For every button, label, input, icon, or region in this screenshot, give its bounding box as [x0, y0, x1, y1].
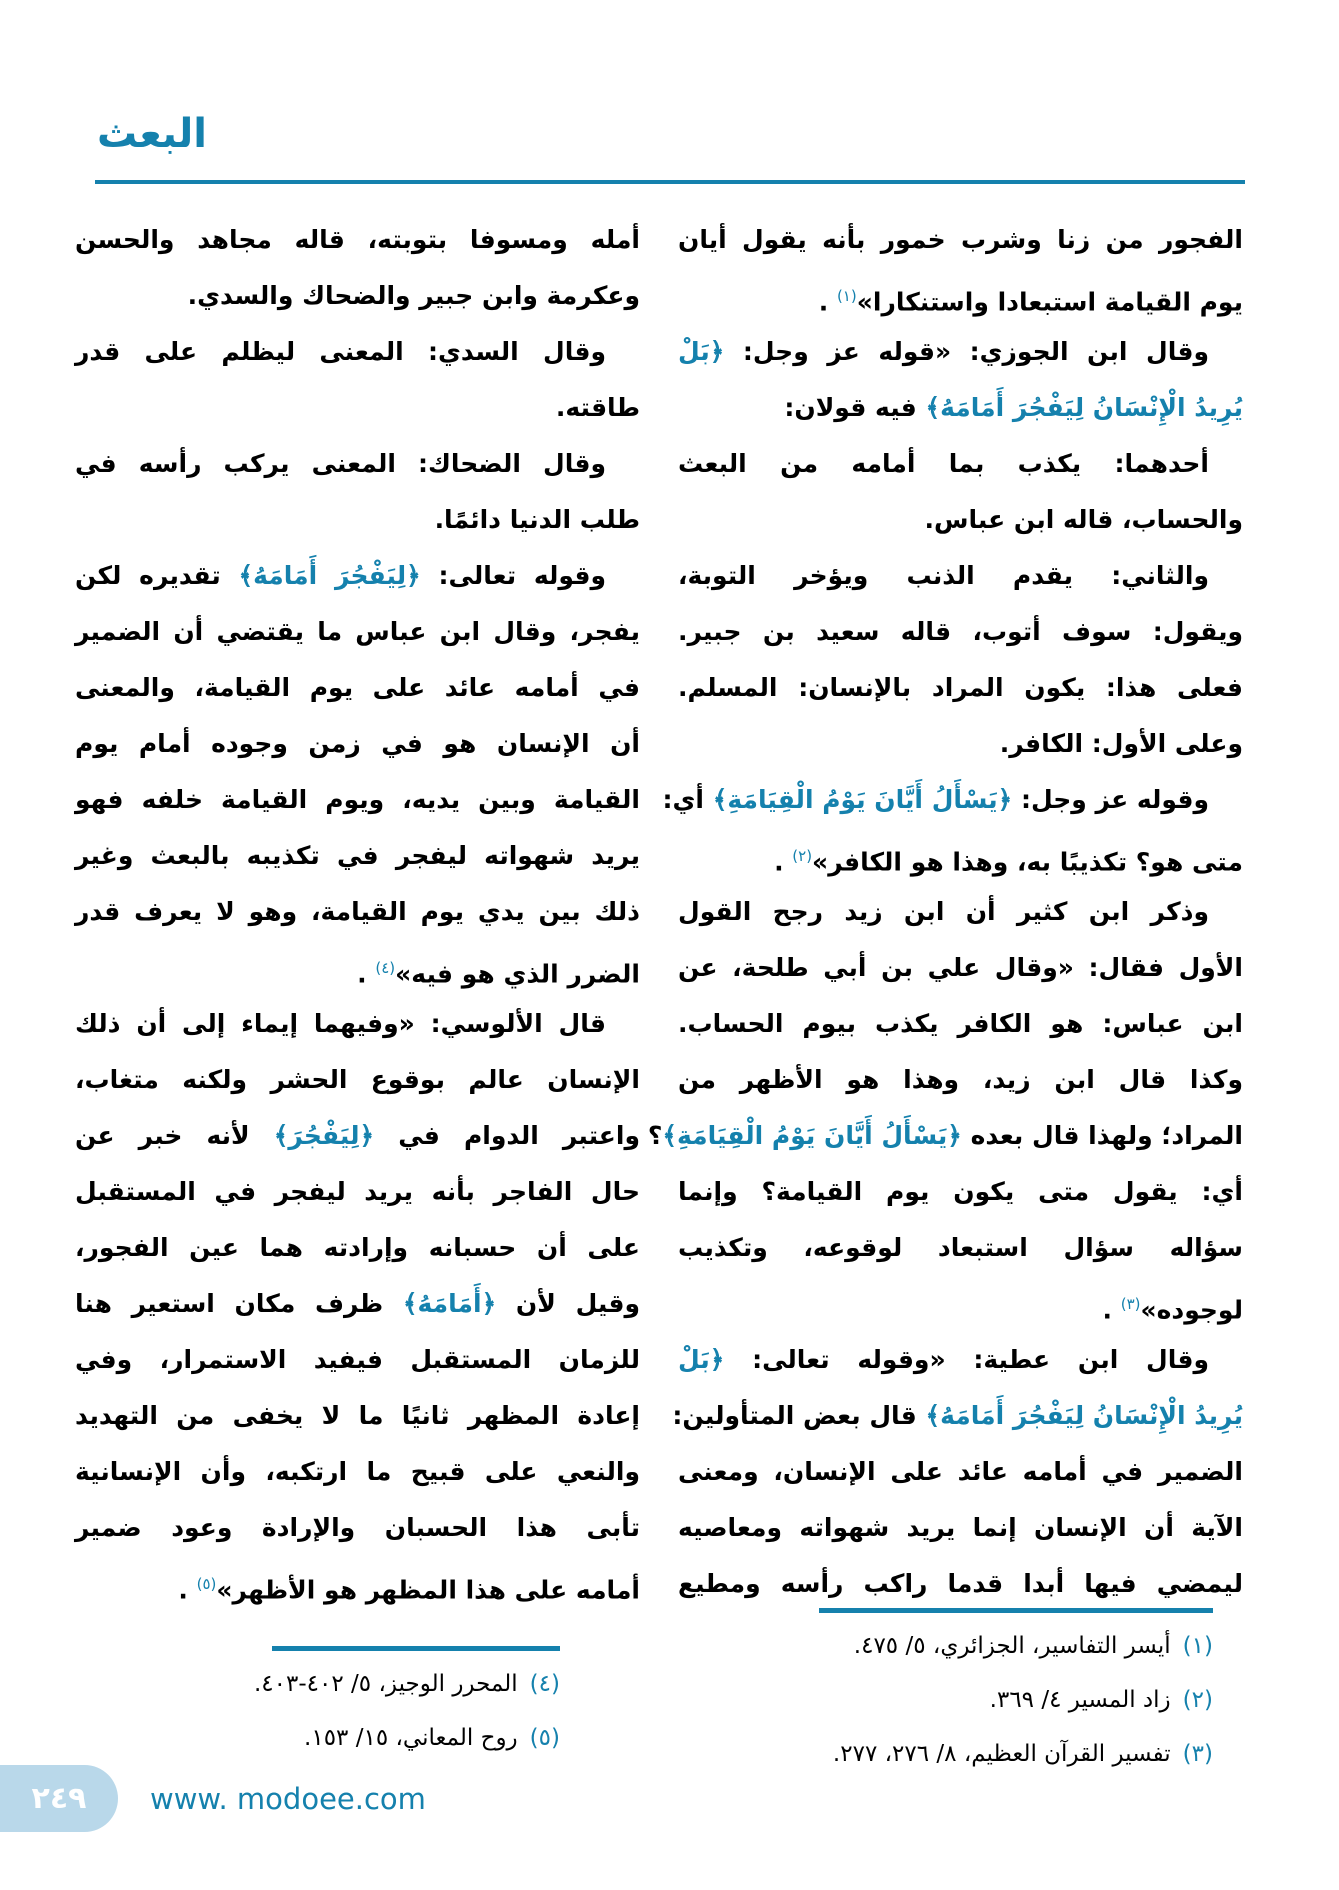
text-line — [75, 1500, 640, 1556]
quran-verse: ﴿لِيَفْجُرَ أَمَامَهُ﴾ — [238, 561, 421, 590]
quran-verse: ﴿بَلْ — [678, 337, 725, 366]
body-text: فيه قولان: — [784, 393, 926, 422]
body-text: أحدهما: يكذب بما أمامه من البعث — [678, 449, 1209, 478]
footnote — [60, 1657, 560, 1711]
text-line — [75, 212, 640, 268]
text-line — [75, 492, 640, 548]
body-text: تأبى هذا الحسبان والإرادة وعود ضمير — [75, 1513, 640, 1542]
text-line — [647, 1108, 1243, 1164]
body-text: الإنسان عالم بوقوع الحشر ولكنه متغاب، — [75, 1065, 640, 1094]
footnote — [60, 1711, 560, 1765]
text-line — [75, 324, 640, 380]
text-line — [662, 772, 1243, 828]
text-line — [678, 716, 1243, 772]
body-text: للزمان المستقبل فيفيد الاستمرار، وفي — [75, 1345, 640, 1374]
footnote-text: زاد المسير ٤/ ٣٦٩. — [989, 1687, 1171, 1713]
body-text: المراد؛ ولهذا قال بعده — [961, 1121, 1243, 1150]
header-rule — [95, 180, 1245, 184]
body-text: الفجور من زنا وشرب خمور بأنه يقول أيان — [678, 225, 1243, 254]
column-left — [75, 212, 640, 1612]
body-text: حال الفاجر بأنه يريد ليفجر في المستقبل — [75, 1177, 640, 1206]
text-line — [678, 1556, 1243, 1612]
body-text: والنعي على قبيح ما ارتكبه، وأن الإنسانية — [75, 1457, 640, 1486]
body-text: سؤاله سؤال استبعاد لوقوعه، وتكذيب — [678, 1233, 1243, 1262]
column-right — [647, 212, 1243, 1612]
footnote-text: تفسير القرآن العظيم، ٨/ ٢٧٦، ٢٧٧. — [832, 1741, 1171, 1767]
text-line — [75, 884, 640, 940]
text-line — [678, 436, 1243, 492]
quran-verse: ﴿يَسْأَلُ أَيَّانَ يَوْمُ الْقِيَامَةِ﴾ — [712, 785, 1013, 814]
text-line — [75, 1052, 640, 1108]
body-text: طلب الدنيا دائمًا. — [434, 505, 640, 534]
text-line — [75, 1388, 640, 1444]
text-line — [678, 1332, 1243, 1388]
body-text: . — [178, 1575, 197, 1605]
text-line — [75, 548, 640, 604]
body-text: واعتبر الدوام في — [374, 1121, 640, 1150]
body-text: الأول فقال: «وقال علي بن أبي طلحة، عن — [678, 953, 1243, 982]
text-line — [75, 1556, 640, 1612]
quran-verse: يُرِيدُ الْإِنْسَانُ لِيَفْجُرَ أَمَامَهُ﴾ — [925, 1401, 1243, 1430]
text-line — [75, 828, 640, 884]
footnote-marker: (٥) — [196, 1575, 217, 1593]
text-line — [678, 380, 1243, 436]
body-text: وقال ابن عطية: «وقوله تعالى: — [724, 1345, 1209, 1374]
footnote-text: روح المعاني، ١٥/ ١٥٣. — [304, 1725, 518, 1751]
text-line — [678, 1444, 1243, 1500]
body-text: متى هو؟ تكذيبًا به، وهذا هو الكافر» — [812, 847, 1243, 877]
quran-verse: ﴿يَسْأَلُ أَيَّانَ يَوْمُ الْقِيَامَةِ﴾ — [662, 1121, 962, 1150]
body-text: الآية أن الإنسان إنما يريد شهواته ومعاصيه — [678, 1513, 1243, 1542]
text-line — [75, 660, 640, 716]
footnote-marker: (٣) — [1120, 1295, 1141, 1313]
footnote — [713, 1727, 1213, 1781]
text-line — [678, 1276, 1243, 1332]
page-number-tab — [0, 1765, 118, 1832]
body-text: القيامة وبين يديه، ويوم القيامة خلفه فهو — [75, 785, 640, 814]
body-text: ذلك بين يدي يوم القيامة، وهو لا يعرف قدر — [75, 897, 640, 926]
quran-verse: يُرِيدُ الْإِنْسَانُ لِيَفْجُرَ أَمَامَهُ﴾ — [925, 393, 1243, 422]
text-line — [678, 940, 1243, 996]
text-line — [678, 1500, 1243, 1556]
text-line — [678, 1052, 1243, 1108]
body-text: لوجوده» — [1140, 1295, 1243, 1325]
text-line — [75, 1332, 640, 1388]
body-text: يريد شهواته ليفجر في تكذيبه بالبعث وغير — [75, 841, 640, 870]
body-text: وقيل لأن — [496, 1289, 640, 1318]
text-line — [75, 1108, 640, 1164]
body-text: . — [818, 287, 837, 317]
body-text: أي: يقول متى يكون يوم القيامة؟ وإنما — [678, 1177, 1243, 1206]
body-text: يفجر، وقال ابن عباس ما يقتضي أن الضمير — [75, 617, 640, 646]
website-text: www. modoee.com — [150, 1782, 426, 1816]
text-line — [672, 1388, 1243, 1444]
text-line — [75, 996, 640, 1052]
footnotes-right — [713, 1608, 1213, 1781]
text-line — [75, 716, 640, 772]
body-text: يوم القيامة استبعادا واستنكارا» — [856, 287, 1243, 317]
text-line — [678, 324, 1243, 380]
text-line — [678, 212, 1243, 268]
text-line — [678, 996, 1243, 1052]
body-text: والحساب، قاله ابن عباس. — [924, 505, 1243, 534]
footnote-separator — [272, 1646, 560, 1651]
body-text: وقوله تعالى: — [420, 561, 606, 590]
body-text: الضمير في أمامه عائد على الإنسان، ومعنى — [678, 1457, 1243, 1486]
footnote-number: (٤) — [529, 1671, 560, 1697]
body-text: ليمضي فيها أبدا قدما راكب رأسه ومطيع — [678, 1569, 1243, 1598]
text-line — [75, 1220, 640, 1276]
text-line — [75, 380, 640, 436]
text-line — [678, 884, 1243, 940]
text-line — [678, 1220, 1243, 1276]
footnote-marker: (٢) — [792, 847, 813, 865]
quran-verse: ﴿بَلْ — [678, 1345, 725, 1374]
body-text: الضرر الذي هو فيه» — [395, 959, 640, 989]
text-line — [678, 604, 1243, 660]
text-line — [75, 268, 640, 324]
text-line — [75, 604, 640, 660]
body-text: قال بعض المتأولين: — [672, 1401, 926, 1430]
footnote-marker: (١) — [836, 287, 857, 305]
text-line — [678, 548, 1243, 604]
body-text: تقديره لكن — [75, 561, 239, 590]
body-text: في أمامه عائد على يوم القيامة، والمعنى — [75, 673, 640, 702]
quran-verse: ﴿أَمَامَهُ﴾ — [402, 1289, 497, 1318]
quran-verse: ﴿لِيَفْجُرَ﴾ — [273, 1121, 375, 1150]
body-text: ويقول: سوف أتوب، قاله سعيد بن جبير. — [678, 617, 1243, 646]
body-text: أن الإنسان هو في زمن وجوده أمام يوم — [75, 729, 640, 758]
text-line — [75, 436, 640, 492]
body-text: إعادة المظهر ثانيًا ما لا يخفى من التهديد — [75, 1401, 640, 1430]
footnote-text: المحرر الوجيز، ٥/ ٤٠٢-٤٠٣. — [253, 1671, 518, 1697]
body-text: أمامه على هذا المظهر هو الأظهر» — [216, 1575, 640, 1605]
body-text: أمله ومسوفا بتوبته، قاله مجاهد والحسن — [75, 225, 640, 254]
page-number: ٢٤٩ — [31, 1781, 87, 1816]
body-text: وعكرمة وابن جبير والضحاك والسدي. — [187, 281, 640, 310]
footnote-marker: (٤) — [375, 959, 396, 977]
body-text: أي: — [662, 785, 713, 814]
text-line — [75, 940, 640, 996]
text-line — [75, 1444, 640, 1500]
body-text: طاقته. — [555, 393, 640, 422]
body-text: . — [1102, 1295, 1121, 1325]
footnote-text: أيسر التفاسير، الجزائري، ٥/ ٤٧٥. — [853, 1633, 1171, 1659]
body-text: وقال ابن الجوزي: «قوله عز وجل: — [724, 337, 1209, 366]
text-line — [75, 1164, 640, 1220]
text-line — [678, 660, 1243, 716]
body-text: لأنه خبر عن — [75, 1121, 274, 1150]
footnote-number: (٢) — [1182, 1687, 1213, 1713]
text-line — [678, 828, 1243, 884]
body-text: فعلى هذا: يكون المراد بالإنسان: المسلم. — [678, 673, 1243, 702]
page-header-title: البعث — [97, 111, 207, 157]
footnote-number: (٥) — [529, 1725, 560, 1751]
text-line — [678, 492, 1243, 548]
body-text: ظرف مكان استعير هنا — [75, 1289, 403, 1318]
footnote — [713, 1673, 1213, 1727]
body-text: وعلى الأول: الكافر. — [999, 729, 1243, 758]
body-text: والثاني: يقدم الذنب ويؤخر التوبة، — [678, 561, 1209, 590]
footnotes-left — [60, 1646, 560, 1765]
text-line — [75, 772, 640, 828]
body-text: وقال الضحاك: المعنى يركب رأسه في — [75, 449, 606, 478]
body-text: وكذا قال ابن زيد، وهذا هو الأظهر من — [678, 1065, 1243, 1094]
footnote-separator — [819, 1608, 1213, 1613]
text-line — [678, 1164, 1243, 1220]
body-text: . — [774, 847, 793, 877]
text-line — [678, 268, 1243, 324]
body-text: ؟ — [647, 1121, 663, 1150]
body-text: وقوله عز وجل: — [1012, 785, 1209, 814]
body-text: قال الألوسي: «وفيهما إيماء إلى أن ذلك — [75, 1009, 606, 1038]
footnote-number: (١) — [1182, 1633, 1213, 1659]
body-text: . — [357, 959, 376, 989]
footnote — [713, 1619, 1213, 1673]
text-line — [75, 1276, 640, 1332]
body-text: وقال السدي: المعنى ليظلم على قدر — [75, 337, 606, 366]
body-text: وذكر ابن كثير أن ابن زيد رجح القول — [678, 897, 1209, 926]
body-text: على أن حسبانه وإرادته هما عين الفجور، — [75, 1233, 640, 1262]
footnote-number: (٣) — [1182, 1741, 1213, 1767]
body-text: ابن عباس: هو الكافر يكذب بيوم الحساب. — [678, 1009, 1243, 1038]
